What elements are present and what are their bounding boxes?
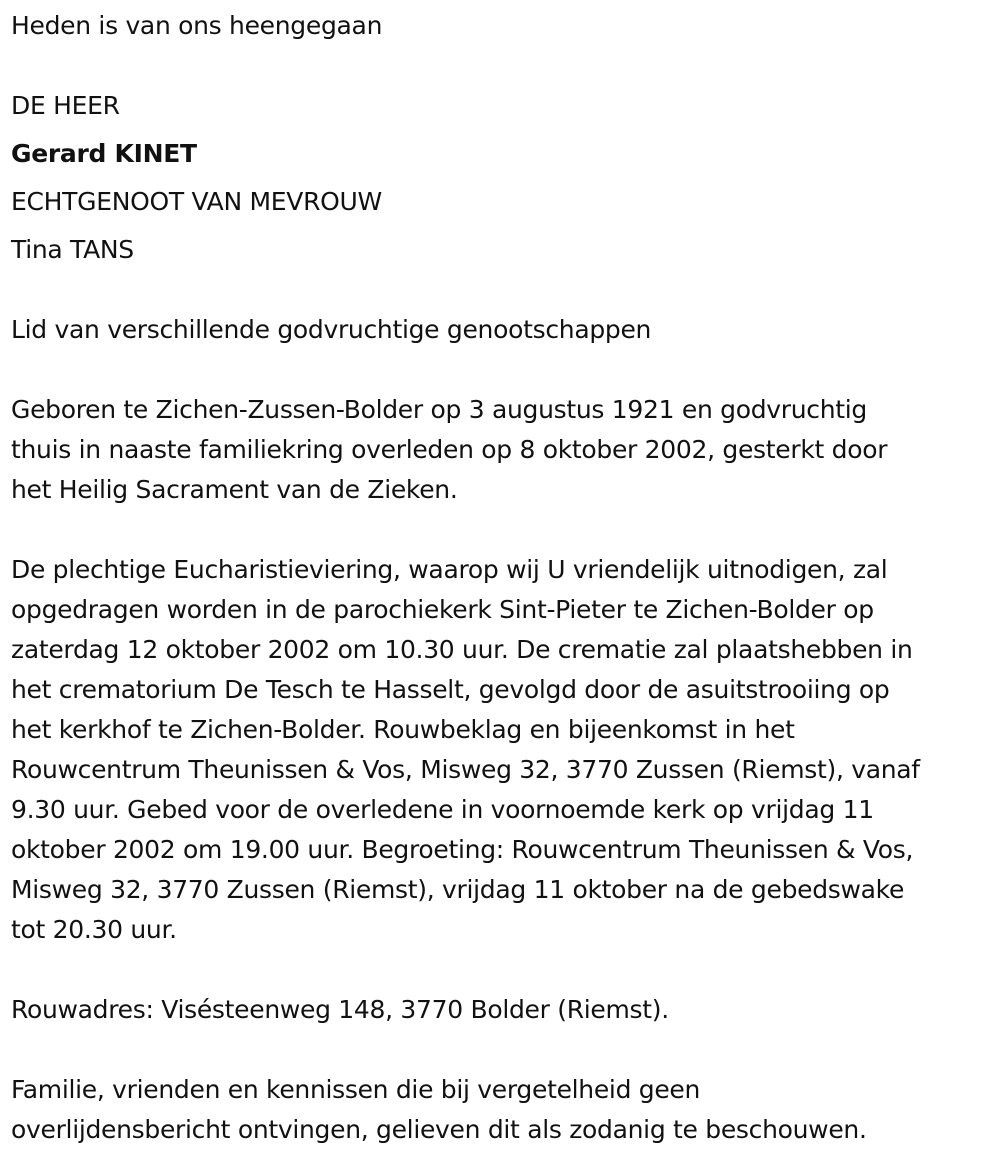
ceremony-line: opgedragen worden in de parochiekerk Sint-Pieter te Zichen-Bolder op: [11, 595, 874, 624]
title-text: DE HEER: [11, 91, 120, 120]
birth-line: het Heilig Sacrament van de Zieken.: [11, 475, 458, 504]
ceremony-line: De plechtige Eucharistieviering, waarop wij U vriendelijk uitnodigen, zal: [11, 555, 888, 584]
intro-text: Heden is van ons heengegaan: [11, 11, 383, 40]
closing-line: overlijdensbericht ontvingen, gelieven dit als zodanig te beschouwen.: [11, 1115, 867, 1144]
spouse-label: ECHTGENOOT VAN MEVROUW: [11, 187, 382, 216]
ceremony-line: het crematorium De Tesch te Hasselt, gevolgd door de asuitstrooiing op: [11, 675, 890, 704]
closing-paragraph: [11, 1070, 996, 1150]
birth-paragraph: [11, 390, 996, 510]
ceremony-paragraph: [11, 550, 996, 950]
ceremony-line: tot 20.30 uur.: [11, 915, 177, 944]
birth-line: Geboren te Zichen-Zussen-Bolder op 3 augustus 1921 en godvruchtig: [11, 395, 867, 424]
ceremony-line: oktober 2002 om 19.00 uur. Begroeting: Rouwcentrum Theunissen & Vos,: [11, 835, 914, 864]
birth-line: thuis in naaste familiekring overleden op 8 oktober 2002, gesterkt door: [11, 435, 888, 464]
ceremony-line: Rouwcentrum Theunissen & Vos, Misweg 32, 3770 Zussen (Riemst), vanaf: [11, 755, 920, 784]
deceased-name: Gerard KINET: [11, 139, 197, 168]
ceremony-line: Misweg 32, 3770 Zussen (Riemst), vrijdag 11 oktober na de gebedswake: [11, 875, 905, 904]
ceremony-line: 9.30 uur. Gebed voor de overledene in voornoemde kerk op vrijdag 11: [11, 795, 874, 824]
address-text: Rouwadres: Visésteenweg 148, 3770 Bolder (Riemst).: [11, 995, 669, 1024]
spouse-name: Tina TANS: [11, 235, 134, 264]
membership-text: Lid van verschillende godvruchtige genootschappen: [11, 315, 652, 344]
closing-line: Familie, vrienden en kennissen die bij vergetelheid geen: [11, 1075, 701, 1104]
ceremony-line: zaterdag 12 oktober 2002 om 10.30 uur. De crematie zal plaatshebben in: [11, 635, 913, 664]
ceremony-line: het kerkhof te Zichen-Bolder. Rouwbeklag en bijeenkomst in het: [11, 715, 795, 744]
